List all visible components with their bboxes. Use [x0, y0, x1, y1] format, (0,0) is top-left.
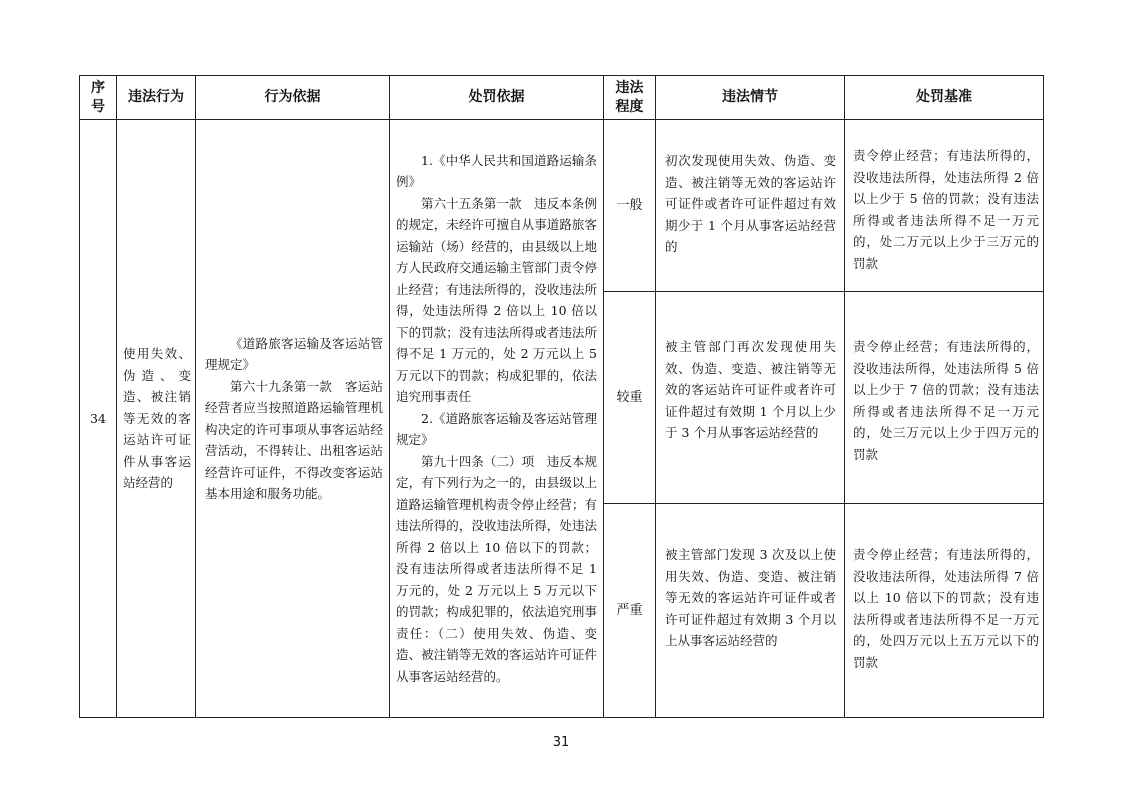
circumstance-serious-text: 被主管部门再次发现使用失效、伪造、变造、被注销等无效的客运站许可证件或者许可证件超过有效期 1 个月以上少于 3 个月从事客运站经营的	[665, 339, 836, 440]
degree-general: 一般	[604, 120, 656, 292]
standard-severe	[845, 504, 1044, 718]
standard-serious-text: 责令停止经营；有违法所得的，没收违法所得，处违法所得 5 倍以上少于 7 倍的罚款；没有违法所得或者违法所得不足一万元的，处三万元以上少于四万元的罚款	[853, 339, 1039, 462]
circumstance-serious	[656, 292, 845, 504]
circumstance-severe	[656, 504, 845, 718]
conduct-basis-title: 《道路旅客运输及客运站管理规定》	[205, 335, 383, 372]
degree-severe: 严重	[604, 504, 656, 718]
standard-serious	[845, 292, 1044, 504]
header-row	[80, 76, 1044, 120]
violation-cell: 使用失效、伪造、变造、被注销等无效的客运站许可证件从事客运站经营的	[117, 120, 196, 718]
table-row	[80, 120, 1044, 292]
seq-cell: 34	[80, 120, 117, 718]
degree-serious: 较重	[604, 292, 656, 504]
header-circumstance: 违法情节	[656, 76, 845, 120]
penalty-basis-clause-1: 第六十五条第一款 违反本条例的规定，未经许可擅自从事道路旅客运输站（场）经营的，由县级以上地方人民政府交通运输主管部门责令停止经营；有违法所得的，没收违法所得，处违法所得 2 倍以上 10 倍以下的罚款；没有违法所得或者违法所得不足 1 万元的，处 2 万元以上 5 万元以下的罚款；构成犯罪的，依法追究刑事责任	[396, 195, 601, 405]
page-number: 31	[552, 735, 570, 750]
header-penalty-basis: 处罚依据	[390, 76, 604, 120]
header-seq: 序号	[80, 76, 117, 120]
standard-general	[845, 120, 1044, 292]
penalty-basis-clause-2: 第九十四条（二）项 违反本规定，有下列行为之一的，由县级以上道路运输管理机构责令停止经营；有违法所得的，没收违法所得，处违法所得 2 倍以上 10 倍以下的罚款；没有违法所得或者违法所得不足 1 万元的，处 2 万元以上 5 万元以下的罚款；构成犯罪的，依法追究刑事责任：（二）使用失效、伪造、变造、被注销等无效的客运站许可证件从事客运站经营的。	[396, 453, 601, 684]
header-conduct-basis: 行为依据	[196, 76, 390, 120]
penalty-basis-cell	[390, 120, 604, 718]
standard-general-text: 责令停止经营；有违法所得的，没收违法所得，处违法所得 2 倍以上少于 5 倍的罚款；没有违法所得或者违法所得不足一万元的，处二万元以上少于三万元的罚款	[853, 148, 1039, 271]
penalty-basis-law-1: 1.《中华人民共和国道路运输条例》	[396, 152, 597, 190]
circumstance-general-text: 初次发现使用失效、伪造、变造、被注销等无效的客运站许可证件或者许可证件超过有效期少于 1 个月从事客运站经营的	[665, 153, 836, 254]
standard-severe-text: 责令停止经营；有违法所得的，没收违法所得，处违法所得 7 倍以上 10 倍以下的罚款；没有违法所得或者违法所得不足一万元的，处四万元以上五万元以下的罚款	[853, 547, 1039, 670]
penalty-basis-law-2: 2.《道路旅客运输及客运站管理规定》	[396, 410, 597, 448]
header-degree: 违法程度	[604, 76, 656, 120]
circumstance-general	[656, 120, 845, 292]
penalty-standard-table	[79, 75, 1044, 718]
circumstance-severe-text: 被主管部门发现 3 次及以上使用失效、伪造、变造、被注销等无效的客运站许可证件或者许可证件超过有效期 3 个月以上从事客运站经营的	[665, 547, 836, 648]
conduct-basis-clause: 第六十九条第一款 客运站经营者应当按照道路运输管理机构决定的许可事项从事客运站经营活动，不得转让、出租客运站经营许可证件，不得改变客运站基本用途和服务功能。	[205, 378, 383, 501]
header-standard: 处罚基准	[845, 76, 1044, 120]
header-violation: 违法行为	[117, 76, 196, 120]
conduct-basis-cell	[196, 120, 390, 718]
